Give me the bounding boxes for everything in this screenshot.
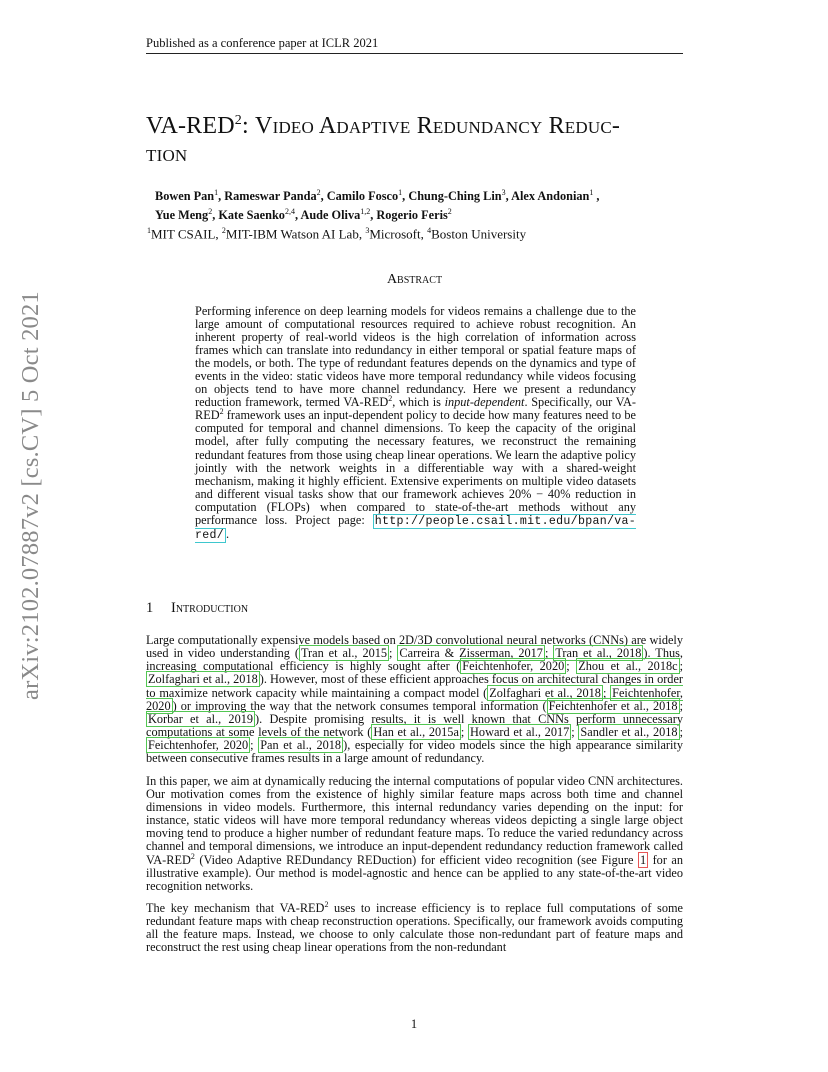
title-prefix: VA-RED — [146, 113, 235, 139]
citation-link[interactable]: Feichtenhofer et al., 2018 — [548, 698, 678, 713]
affiliation-number: 3 — [365, 226, 370, 236]
citation-link[interactable]: Han et al., 2015a — [373, 725, 459, 740]
title-rest: Video Adaptive Redundancy Reduc- — [255, 113, 621, 139]
citation-link[interactable]: Feichtenhofer, 2020 — [146, 685, 683, 713]
affiliation-name: Microsoft, — [369, 226, 428, 242]
running-header: Published as a conference paper at ICLR 2021 — [146, 36, 379, 50]
section-title: Introduction — [171, 600, 249, 616]
author-affiliation: 2 — [447, 207, 452, 217]
citation-link[interactable]: Tran et al., 2015 — [300, 646, 388, 661]
intro-paragraph-3: The key mechanism that VA-RED$^2$ uses to increase efficiency is to replace full computations of some redundant feature maps with cheap reconstruction operations. Specifically, our framework avoids computing all the feature maps. Instead, we choose to only calculate those non-redundant part of feature maps and reconstruct the rest using cheap linear operations from the non-redundant — [146, 899, 683, 955]
paper-title — [146, 107, 691, 168]
citation-link[interactable]: Zolfaghari et al., 2018 — [148, 672, 258, 687]
author-affiliation: 2 — [316, 188, 321, 197]
section-number: 1 — [146, 600, 154, 616]
author-name: Chung-Ching Lin — [408, 189, 502, 204]
citation-link[interactable]: Feichtenhofer, 2020 — [462, 659, 565, 674]
citation-link[interactable]: Zhou et al., 2018c — [578, 659, 678, 674]
affiliation-name: Boston University — [431, 226, 527, 242]
abstract-body: Performing inference on deep learning models for videos remains a challenge due to the large amount of computational resources required to achieve robust recognition. An inherent property of real-world videos is the high correlation of information across frames which can translate into redundancy in either temporal or spatial feature maps of the models, or both. The type of redundant features depends on the dynamics and type of events in the video: static videos have more temporal redundancy while videos focusing on objects tend to have more channel redundancy. Here we present a redundancy reduction framework, termed VA-RED$^2$, which is input-dependent. Specifically, our VA-RED$^2$ framework uses an input-dependent policy to decide how many features need to be computed for temporal and channel dimensions. To keep the capacity of the original model, after fully computing the necessary features, we reconstruct the remaining redundant features from those using cheap linear operations. We learn the adaptive policy jointly with the network weights in a differentiable way with a shared-weight mechanism, making it highly efficient. Extensive experiments on multiple video datasets and different visual tasks show that our framework achieves 20% − 40% reduction in computation (FLOPs) when compared to state-of-the-art methods without any performance loss. Project page: http://people.csail.mit.edu/bpan/va-red/ . — [195, 304, 637, 542]
citation-link[interactable]: Carreira & Zisserman, 2017 — [399, 646, 543, 661]
intro-paragraph-1: Large computationally expensive models based on 2D/3D convolutional neural networks (CNNs) are widely used in video understanding ( Tran et al., 2015 ; Carreira & Zisserman, 2017 ; Tran et al., 2018 ). Thus, increasing computational efficiency is highly sought after ( Feichtenhofer, 2020 ; Zhou et al., 2018c ; Zolfaghari et al., 2018 ). However, most of these efficient approaches focus on architectural changes in order to maximize network capacity while maintaining a compact model ( Zolfaghari et al., 2018 ; Feichtenhofer, 2020 ) or improving the way that the network consumes temporal information ( Feichtenhofer et al., 2018 ; Korbar et al., 2019 ). Despite promising results, it is well known that CNNs perform unnecessary computations at some levels of the network ( Han et al., 2015a ; Howard et al., 2017 ; Sandler et al., 2018 ; Feichtenhofer, 2020 ; Pan et al., 2018 ), especially for video models since the high appearance similarity between consecutive frames results in a large amount of redundancy. — [146, 633, 684, 766]
figure-reference-link[interactable]: 1 — [639, 852, 647, 867]
author-affiliation: 1,2 — [360, 207, 371, 217]
math-range: 20% − 40% — [508, 486, 571, 501]
author-block — [147, 185, 685, 242]
author-name: Bowen Pan — [155, 189, 215, 204]
author-affiliation: 1 — [214, 188, 219, 197]
affiliations-line — [147, 223, 685, 241]
authors-line-1: Bowen Pan$^1$, Rameswar Panda$^2$, Camilo Fosco$^1$, Chung-Ching Lin$^3$, Alex Andonian$^1$ , — [155, 188, 600, 204]
citation-link[interactable]: Pan et al., 2018 — [260, 738, 342, 753]
header-rule — [146, 53, 683, 54]
introduction-body — [146, 634, 683, 964]
title-line-2: tion — [146, 141, 188, 167]
author-name: Yue Meng — [155, 208, 209, 223]
citation-link[interactable]: Tran et al., 2018 — [555, 646, 642, 661]
intro-paragraph-2: In this paper, we aim at dynamically reducing the internal computations of popular video CNN architectures. Our motivation comes from the existence of highly similar feature maps across both time and channel dimensions in video models. Furthermore, this internal redundancy varies depending on the input: for instance, static videos will have more temporal redundancy whereas videos depicting a single large object moving tend to produce a higher number of redundant feature maps. To reduce the varied redundancy across channel and temporal dimensions, we introduce an input-dependent redundancy reduction framework called VA-RED$^2$ (Video Adaptive REDundancy REDuction) for efficient video recognition (see Figure 1 for an illustrative example). Our method is model-agnostic and hence can be applied to any state-of-the-art video recognition networks. — [146, 773, 683, 893]
author-affiliation: 3 — [501, 188, 506, 197]
author-name: Camilo Fosco — [326, 189, 399, 204]
affiliation-number: 4 — [427, 226, 432, 236]
abstract-heading: Abstract — [386, 272, 443, 287]
author-affiliation: 1 — [398, 188, 403, 197]
title-line-1 — [146, 107, 691, 140]
author-name: Rameswar Panda — [224, 189, 317, 204]
title-colon: : — [241, 113, 256, 139]
authors-line-2: Yue Meng$^2$, Kate Saenko$^{2,4}$, Aude Oliva$^{1,2}$, Rogerio Feris$^2$ — [155, 207, 452, 223]
author-name: Kate Saenko — [218, 208, 285, 223]
author-name: Aude Oliva — [300, 208, 361, 223]
title-superscript: 2 — [234, 113, 242, 128]
project-page-link[interactable]: http://people.csail.mit.edu/bpan/va-red/ — [195, 514, 636, 542]
author-affiliation: 2 — [208, 207, 213, 217]
author-name: Alex Andonian — [511, 189, 590, 204]
affiliation-name: MIT-IBM Watson AI Lab, — [225, 226, 366, 242]
affiliation-number: 2 — [221, 226, 226, 236]
affiliation-name: MIT CSAIL, — [151, 226, 222, 242]
citation-link[interactable]: Sandler et al., 2018 — [580, 725, 678, 740]
citation-link[interactable]: Zolfaghari et al., 2018 — [489, 685, 601, 700]
arxiv-stamp: arXiv:2102.07887v2 [cs.CV] 5 Oct 2021 — [17, 291, 44, 700]
citation-link[interactable]: Korbar et al., 2019 — [148, 711, 254, 726]
citation-link[interactable]: Feichtenhofer, 2020 — [148, 738, 249, 753]
author-affiliation: 2,4 — [284, 207, 295, 217]
affiliation-number: 1 — [147, 226, 151, 236]
citation-link[interactable]: Howard et al., 2017 — [470, 725, 570, 740]
author-affiliation: 1 — [589, 188, 594, 197]
author-name: Rogerio Feris — [376, 208, 448, 223]
page-number: 1 — [410, 1017, 418, 1031]
